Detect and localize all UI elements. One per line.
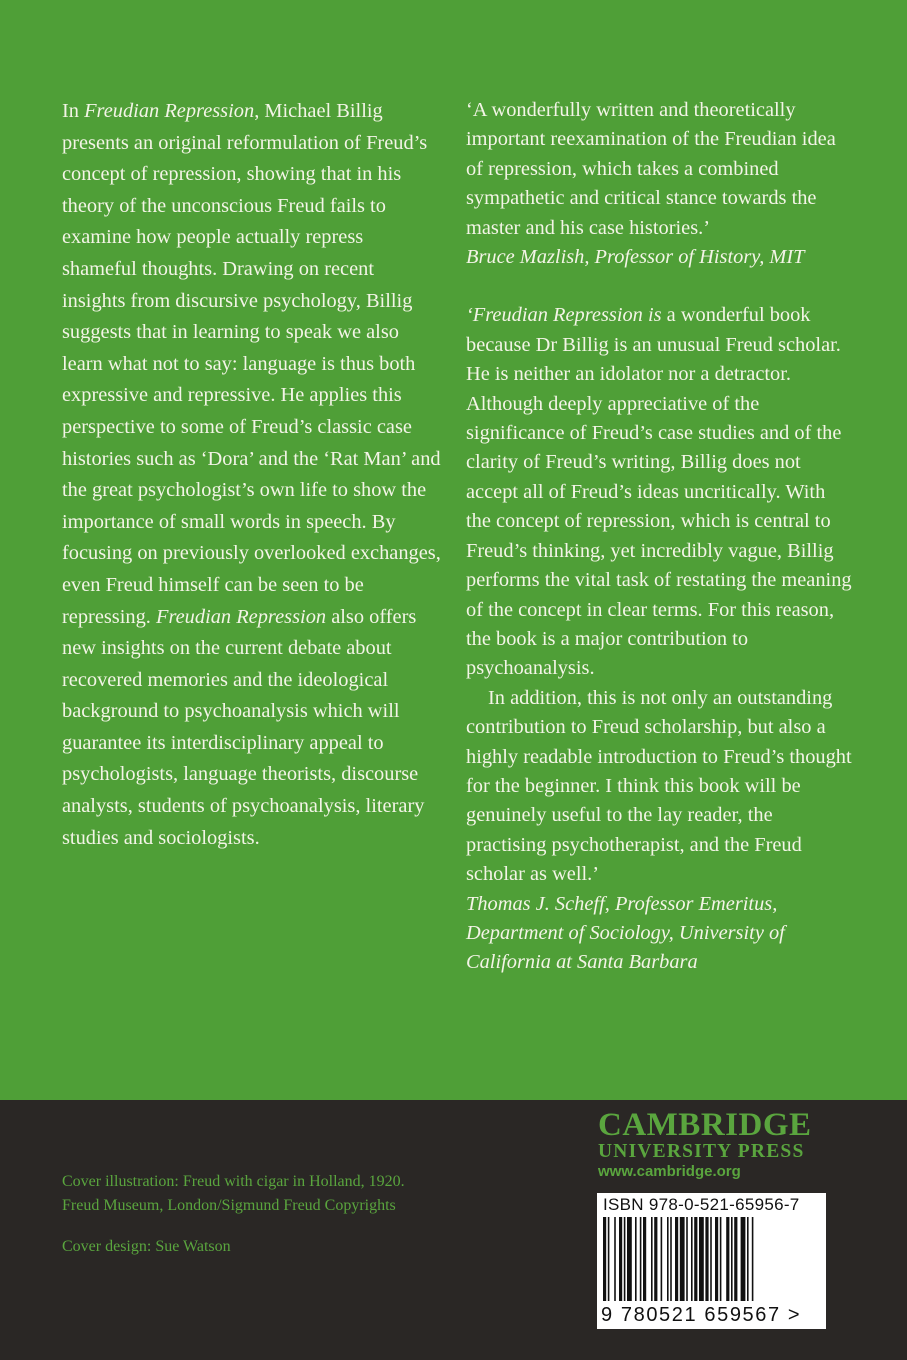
review-spacer	[466, 272, 854, 301]
illustration-credit: Cover illustration: Freud with cigar in Holland, 1920. Freud Museum, London/Sigmund Freud Copyrights	[62, 1173, 405, 1214]
blurb-book-title-2: Freudian Repression	[156, 605, 327, 628]
review2-attribution-2: Department of Sociology, University of	[466, 921, 785, 944]
barcode-number: 9 780521 659567 >	[601, 1304, 802, 1326]
review1-text: ‘A wonderfully written and theoretically important reexamination of the Freudian idea of repression, which takes a combined sympathetic and critical stance towards the master and his case histories.’	[466, 99, 836, 239]
isbn-label: ISBN 978-0-521-65956-7	[603, 1195, 800, 1214]
review2-italic-lead: ‘Freudian Repression is	[466, 304, 662, 327]
review2-paragraph2: In addition, this is not only an outstanding contribution to Freud scholarship, but also a highly readable introduction to Freud’s thought for the beginner. I think this book will be genuinely useful to the lay reader, the practising psychotherapist, and the Freud scholar as well.’	[466, 686, 852, 886]
blurb-part1: , Michael Billig presents an original reformulation of Freud’s concept of repression, showing that in his theory of the unconscious Freud fails to examine how people actually repress shameful thoughts. Drawing on recent insights from discursive psychology, Billig suggests that in learning to speak we also learn what not to say: language is thus both expressive and repressive. He applies this perspective to some of Freud’s classic case histories such as ‘Dora’ and the ‘Rat Man’ and the great psychologist’s own life to show the importance of small words in speech. By focusing on previously overlooked exchanges, even Freud himself can be seen to be repressing.	[62, 100, 441, 628]
review2-attribution-3: California at Santa Barbara	[466, 951, 698, 974]
publisher-subname: UNIVERSITY PRESS	[598, 1141, 805, 1162]
publisher-url: www.cambridge.org	[598, 1163, 741, 1180]
review2-paragraph1	[466, 301, 854, 683]
review2-p1-text: a wonderful book because Dr Billig is an unusual Freud scholar. He is neither an idolator nor a detractor. Although deeply appreciative of the significance of Freud’s case studies and of the clarity of Freud’s writing, Billig does not accept all of Freud’s ideas uncritically. With the concept of repression, which is central to Freud’s thinking, yet incredibly vague, Billig performs the vital task of restating the meaning of the concept in clear terms. For this reason, the book is a major contribution to psychoanalysis.	[466, 304, 852, 680]
review2-attribution-1: Thomas J. Scheff, Professor Emeritus,	[466, 892, 778, 915]
review1-attribution: Bruce Mazlish, Professor of History, MIT	[466, 246, 805, 269]
publisher-logo	[598, 1108, 828, 1182]
barcode-bars	[601, 1217, 822, 1303]
blurb-pre-title: In	[62, 100, 85, 122]
reviews-column	[466, 96, 854, 978]
blurb-part2: also offers new insights on the current debate about recovered memories and the ideological background to psychoanalysis which will guarantee its interdisciplinary appeal to psychologists, language theorists, discourse analysts, students of psychoanalysis, literary studies and sociologists.	[62, 605, 425, 849]
isbn-barcode	[597, 1193, 826, 1329]
publisher-name: CAMBRIDGE	[598, 1107, 812, 1143]
blurb-book-title: Freudian Repression	[84, 100, 255, 122]
design-credit: Cover design: Sue Watson	[62, 1238, 231, 1255]
cover-credits	[62, 1170, 422, 1276]
blurb-column	[62, 96, 442, 854]
